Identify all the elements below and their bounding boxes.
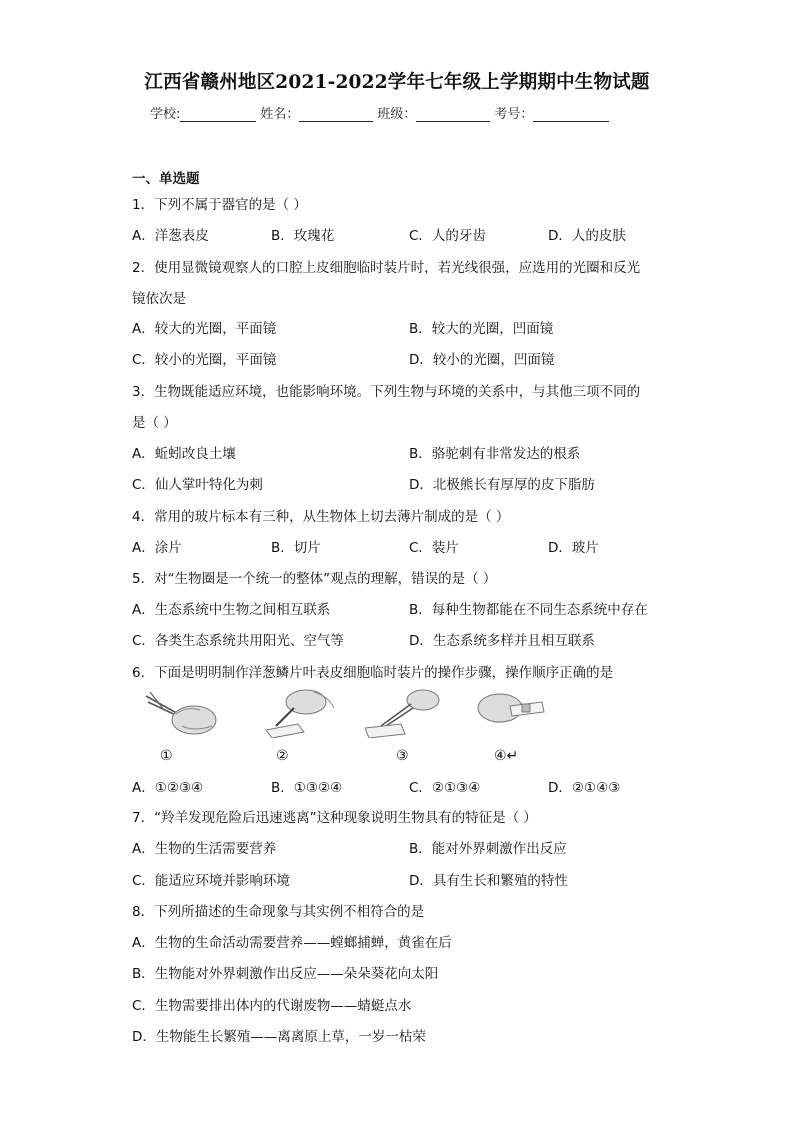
q2-option-c[interactable]: C．较小的光圈，平面镜 bbox=[132, 352, 277, 368]
q5-option-d[interactable]: D．生态系统多样并且相互联系 bbox=[409, 633, 595, 649]
step4-slide-holding-illustration bbox=[470, 686, 550, 738]
step2-dropper-illustration bbox=[264, 686, 344, 738]
step1-label: ① bbox=[160, 748, 173, 764]
q5-option-c[interactable]: C．各类生态系统共用阳光、空气等 bbox=[132, 633, 344, 649]
step3-tweezers-slide-illustration bbox=[365, 686, 445, 738]
step4-label: ④↵ bbox=[494, 748, 519, 764]
q8-option-b[interactable]: B．生物能对外界刺激作出反应——朵朵葵花向太阳 bbox=[132, 966, 439, 982]
q3-option-d[interactable]: D．北极熊长有厚厚的皮下脂肪 bbox=[409, 477, 595, 493]
q6-stem: 6．下面是明明制作洋葱鳞片叶表皮细胞临时装片的操作步骤，操作顺序正确的是 bbox=[132, 665, 614, 681]
q4-option-d[interactable]: D．玻片 bbox=[548, 540, 599, 556]
exam-title: 江西省赣州地区2021-2022学年七年级上学期期中生物试题 bbox=[144, 72, 650, 93]
step3-label: ③ bbox=[396, 748, 409, 764]
school-label: 学校: bbox=[150, 107, 181, 122]
q6-option-c[interactable]: C．②①③④ bbox=[409, 780, 481, 796]
class-blank[interactable] bbox=[416, 108, 490, 122]
q7-option-a[interactable]: A．生物的生活需要营养 bbox=[132, 841, 277, 857]
q7-option-c[interactable]: C．能适应环境并影响环境 bbox=[132, 873, 290, 889]
q2-stem-cont: 镜依次是 bbox=[132, 291, 186, 307]
q5-stem: 5．对“生物圈是一个统一的整体”观点的理解，错误的是（ ） bbox=[132, 571, 497, 587]
q8-option-c[interactable]: C．生物需要排出体内的代谢废物——蜻蜓点水 bbox=[132, 998, 412, 1014]
q8-option-a[interactable]: A．生物的生命活动需要营养——螳螂捕蝉，黄雀在后 bbox=[132, 935, 452, 951]
q4-stem: 4．常用的玻片标本有三种，从生物体上切去薄片制成的是（ ） bbox=[132, 509, 510, 525]
q4-option-b[interactable]: B．切片 bbox=[271, 540, 321, 556]
q5-option-a[interactable]: A．生态系统中生物之间相互联系 bbox=[132, 602, 331, 618]
step2-label: ② bbox=[276, 748, 289, 764]
q5-option-b[interactable]: B．每种生物都能在不同生态系统中存在 bbox=[409, 602, 648, 618]
q8-stem: 8．下列所描述的生命现象与其实例不相符合的是 bbox=[132, 904, 425, 920]
q7-stem: 7．“羚羊发现危险后迅速逃离”这种现象说明生物具有的特征是（ ） bbox=[132, 810, 537, 826]
q4-option-a[interactable]: A．涂片 bbox=[132, 540, 182, 556]
exam-no-blank[interactable] bbox=[533, 108, 609, 122]
name-label: 姓名： bbox=[260, 107, 300, 122]
q1-option-d[interactable]: D．人的皮肤 bbox=[548, 228, 626, 244]
class-label: 班级： bbox=[377, 107, 417, 122]
student-info-row bbox=[150, 103, 613, 122]
q7-option-d[interactable]: D．具有生长和繁殖的特性 bbox=[409, 873, 568, 889]
q3-option-a[interactable]: A．蚯蚓改良土壤 bbox=[132, 446, 236, 462]
q6-option-a[interactable]: A．①②③④ bbox=[132, 780, 204, 796]
q2-option-b[interactable]: B．较大的光圈，凹面镜 bbox=[409, 321, 554, 337]
exam-no-label: 考号： bbox=[494, 107, 534, 122]
section-heading: 一、单选题 bbox=[132, 171, 200, 187]
q8-option-d[interactable]: D．生物能生长繁殖——离离原上草，一岁一枯荣 bbox=[132, 1029, 426, 1045]
q2-stem: 2．使用显微镜观察人的口腔上皮细胞临时装片时，若光线很强，应选用的光圈和反光 bbox=[132, 260, 641, 276]
q1-option-a[interactable]: A．洋葱表皮 bbox=[132, 228, 209, 244]
q2-option-d[interactable]: D．较小的光圈，凹面镜 bbox=[409, 352, 555, 368]
q1-stem: 1．下列不属于器官的是（ ） bbox=[132, 197, 307, 213]
q2-option-a[interactable]: A．较大的光圈，平面镜 bbox=[132, 321, 277, 337]
q3-option-b[interactable]: B．骆驼刺有非常发达的根系 bbox=[409, 446, 581, 462]
q4-option-c[interactable]: C．装片 bbox=[409, 540, 459, 556]
step1-tweezers-illustration bbox=[142, 686, 222, 738]
q1-option-b[interactable]: B．玫瑰花 bbox=[271, 228, 335, 244]
q6-option-b[interactable]: B．①③②④ bbox=[271, 780, 343, 796]
q1-option-c[interactable]: C．人的牙齿 bbox=[409, 228, 486, 244]
name-blank[interactable] bbox=[299, 108, 373, 122]
q3-option-c[interactable]: C．仙人掌叶特化为刺 bbox=[132, 477, 263, 493]
q3-stem-cont: 是（ ） bbox=[132, 415, 177, 431]
q7-option-b[interactable]: B．能对外界刺激作出反应 bbox=[409, 841, 567, 857]
school-blank[interactable] bbox=[180, 108, 256, 122]
q6-option-d[interactable]: D．②①④③ bbox=[548, 780, 621, 796]
q3-stem: 3．生物既能适应环境，也能影响环境。下列生物与环境的关系中，与其他三项不同的 bbox=[132, 384, 641, 400]
